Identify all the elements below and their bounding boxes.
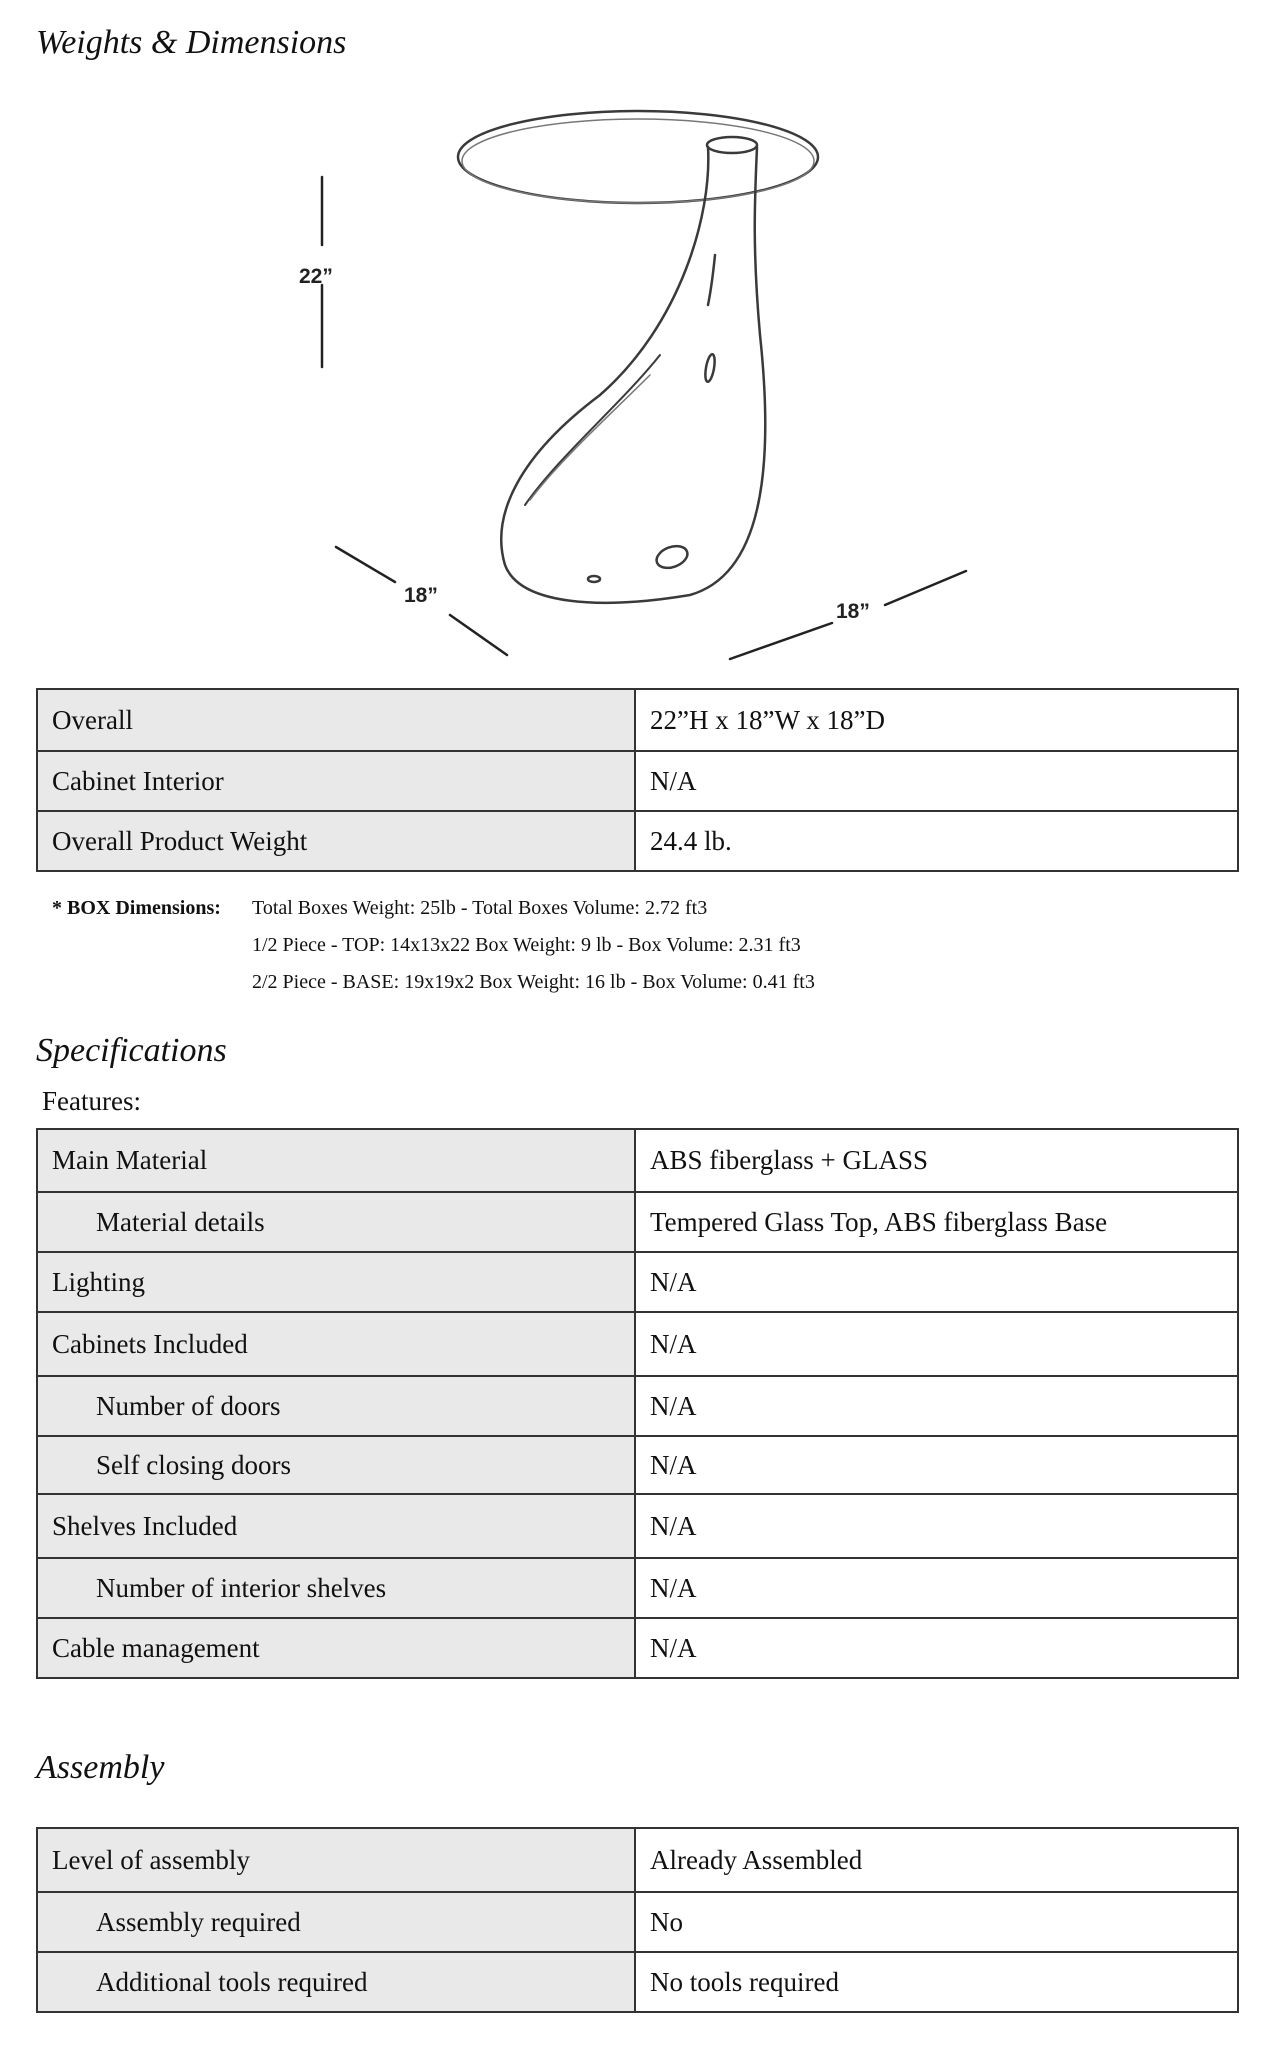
- row-label: Level of assembly: [37, 1828, 635, 1892]
- row-label: Material details: [37, 1192, 635, 1252]
- width-dim-line-right: [450, 615, 507, 655]
- box-dimensions-line: [52, 964, 815, 1001]
- box-dimensions-line: [52, 927, 815, 964]
- table-row: [37, 1436, 1238, 1494]
- box-dimensions-text: Total Boxes Weight: 25lb - Total Boxes Volume: 2.72 ft3: [252, 897, 708, 919]
- depth-dim-line-right: [885, 571, 966, 605]
- depth-label: 18”: [836, 600, 870, 623]
- product-drawing: [0, 95, 1274, 675]
- table-row: [37, 751, 1238, 811]
- row-label: Shelves Included: [37, 1494, 635, 1558]
- width-dim-line-left: [336, 547, 395, 582]
- table-row: [37, 1376, 1238, 1436]
- table-row: [37, 1192, 1238, 1252]
- row-label: Main Material: [37, 1129, 635, 1192]
- table-top-outline: [458, 111, 818, 203]
- assembly-table: [36, 1827, 1239, 2013]
- box-dimensions-label: * BOX Dimensions:: [52, 897, 221, 919]
- row-label: Self closing doors: [37, 1436, 635, 1494]
- table-row: [37, 1828, 1238, 1892]
- row-label: Overall Product Weight: [37, 811, 635, 871]
- table-line-drawing: [0, 95, 1274, 675]
- box-dimensions-text: 2/2 Piece - BASE: 19x19x2 Box Weight: 16 lb - Box Volume: 0.41 ft3: [252, 971, 815, 993]
- row-value: N/A: [635, 1618, 1238, 1678]
- row-label: Overall: [37, 689, 635, 751]
- dimensions-table: [36, 688, 1239, 872]
- table-row: [37, 1494, 1238, 1558]
- table-row: [37, 1892, 1238, 1952]
- box-dimensions-notes: [52, 890, 815, 1001]
- row-value: Tempered Glass Top, ABS fiberglass Base: [635, 1192, 1238, 1252]
- table-row: [37, 1952, 1238, 2012]
- row-value: 24.4 lb.: [635, 811, 1238, 871]
- row-label: Cable management: [37, 1618, 635, 1678]
- assembly-title: Assembly: [36, 1749, 165, 1786]
- table-row: [37, 689, 1238, 751]
- row-value: N/A: [635, 1494, 1238, 1558]
- row-value: Already Assembled: [635, 1828, 1238, 1892]
- table-row: [37, 1129, 1238, 1192]
- row-value: ABS fiberglass + GLASS: [635, 1129, 1238, 1192]
- row-label: Lighting: [37, 1252, 635, 1312]
- table-row: [37, 1252, 1238, 1312]
- width-label: 18”: [404, 584, 438, 607]
- row-value: 22”H x 18”W x 18”D: [635, 689, 1238, 751]
- base-outline: [501, 147, 765, 603]
- box-dimensions-text: 1/2 Piece - TOP: 14x13x22 Box Weight: 9 lb - Box Volume: 2.31 ft3: [252, 934, 801, 956]
- row-value: N/A: [635, 1312, 1238, 1376]
- table-row: [37, 1558, 1238, 1618]
- row-label: Additional tools required: [37, 1952, 635, 2012]
- row-value: N/A: [635, 1558, 1238, 1618]
- table-row: [37, 1618, 1238, 1678]
- row-label: Cabinet Interior: [37, 751, 635, 811]
- table-row: [37, 1312, 1238, 1376]
- row-value: N/A: [635, 1252, 1238, 1312]
- row-label: Assembly required: [37, 1892, 635, 1952]
- table-row: [37, 811, 1238, 871]
- specifications-title: Specifications: [36, 1032, 227, 1069]
- box-dimensions-line: [52, 890, 815, 927]
- row-label: Number of interior shelves: [37, 1558, 635, 1618]
- row-value: N/A: [635, 1376, 1238, 1436]
- depth-dim-line-left: [730, 623, 832, 659]
- row-value: N/A: [635, 751, 1238, 811]
- features-subtitle: Features:: [42, 1086, 141, 1116]
- weights-dimensions-title: Weights & Dimensions: [36, 24, 347, 61]
- row-label: Cabinets Included: [37, 1312, 635, 1376]
- specifications-table: [36, 1128, 1239, 1679]
- height-label: 22”: [299, 265, 333, 288]
- row-value: N/A: [635, 1436, 1238, 1494]
- row-label: Number of doors: [37, 1376, 635, 1436]
- row-value: No tools required: [635, 1952, 1238, 2012]
- row-value: No: [635, 1892, 1238, 1952]
